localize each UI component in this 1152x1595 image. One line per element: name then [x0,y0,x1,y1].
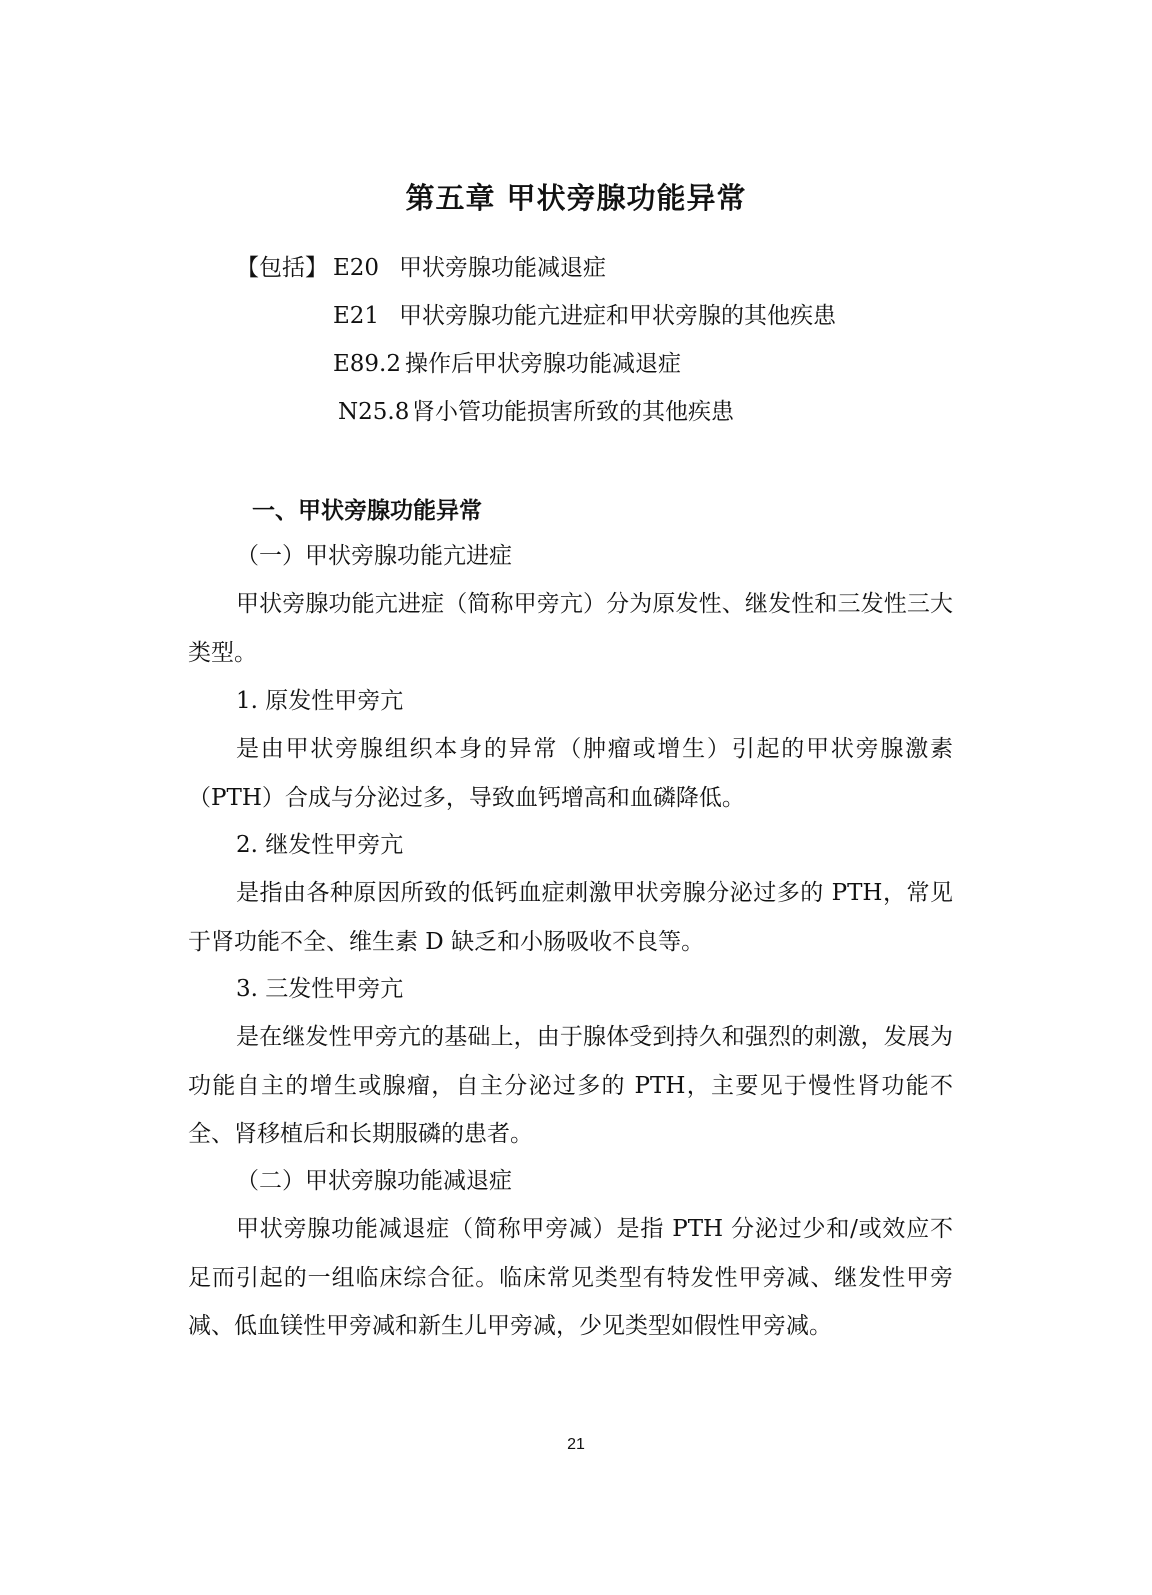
include-text: 肾小管功能损害所致的其他疾患 [412,399,734,425]
type-heading: 1. 原发性甲旁亢 [236,688,404,714]
include-code: E21 [333,303,380,329]
include-text: 操作后甲状旁腺功能减退症 [405,351,681,377]
include-item [333,252,606,284]
include-text: 甲状旁腺功能亢进症和甲状旁腺的其他疾患 [399,303,836,329]
type-paragraph: 是由甲状旁腺组织本身的异常（肿瘤或增生）引起的甲状旁腺激素（PTH）合成与分泌过多，导致血钙增高和血磷降低。 [188,736,953,811]
subsection-heading: （一）甲状旁腺功能亢进症 [236,543,512,569]
type-paragraph: 是指由各种原因所致的低钙血症刺激甲状旁腺分泌过多的 PTH，常见于肾功能不全、维生素 D 缺乏和小肠吸收不良等。 [188,880,953,955]
include-code: N25.8 [338,399,410,425]
body-paragraph: 甲状旁腺功能减退症（简称甲旁减）是指 PTH 分泌过少和/或效应不足而引起的一组临床综合征。临床常见类型有特发性甲旁减、继发性甲旁减、低血镁性甲旁减和新生儿甲旁减，少见类型如假性甲旁减。 [188,1216,953,1340]
intro-paragraph: 甲状旁腺功能亢进症（简称甲旁亢）分为原发性、继发性和三发性三大类型。 [188,591,953,666]
include-code: E20 [333,255,380,281]
include-item [333,300,836,332]
type-heading: 3. 三发性甲旁亢 [236,976,404,1002]
type-heading: 2. 继发性甲旁亢 [236,832,404,858]
include-item [338,396,734,428]
subsection-heading: （二）甲状旁腺功能减退症 [236,1168,512,1194]
include-code: E89.2 [333,351,402,377]
include-item [333,348,681,380]
includes-label: 【包括】 [236,255,328,281]
section-heading: 一、甲状旁腺功能异常 [252,498,482,524]
chapter-title: 第五章 甲状旁腺功能异常 [405,181,747,215]
include-text: 甲状旁腺功能减退症 [399,255,606,281]
type-paragraph: 是在继发性甲旁亢的基础上，由于腺体受到持久和强烈的刺激，发展为功能自主的增生或腺瘤，自主分泌过多的 PTH，主要见于慢性肾功能不全、肾移植后和长期服磷的患者。 [188,1024,953,1148]
page-number: 21 [567,1436,585,1453]
